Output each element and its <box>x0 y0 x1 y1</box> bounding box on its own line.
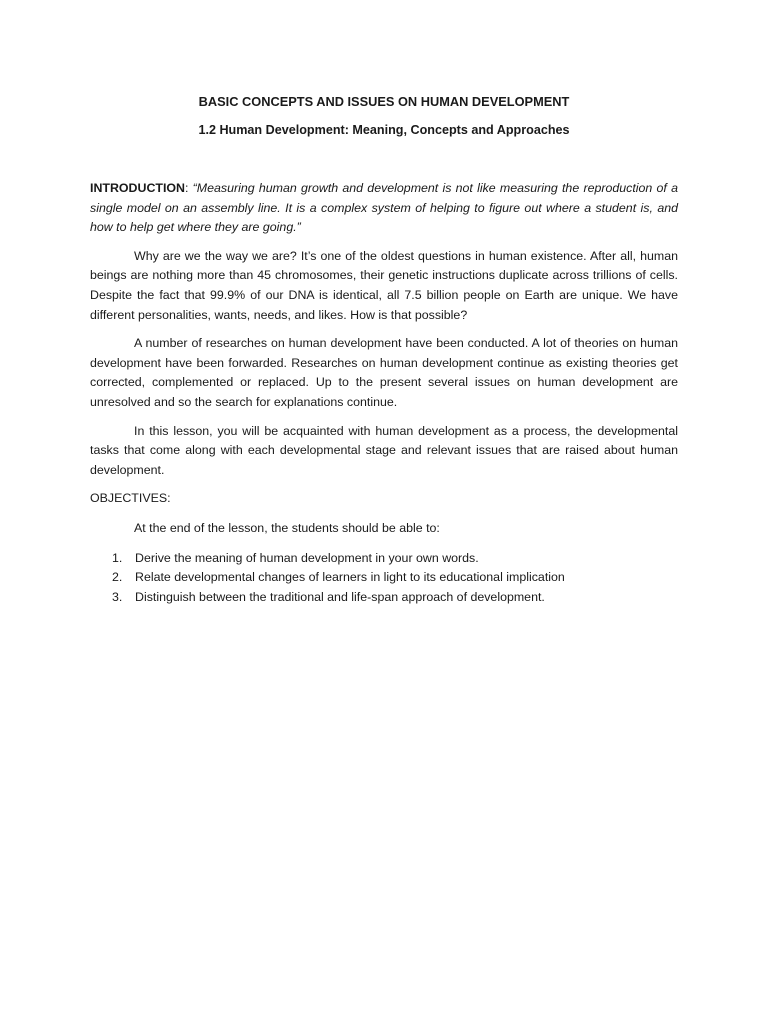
introduction-separator: : <box>185 181 193 195</box>
introduction-paragraph <box>90 179 678 238</box>
objective-text: Relate developmental changes of learners in light to its educational implication <box>135 570 565 585</box>
objective-number: 1. <box>112 550 123 565</box>
objective-number: 3. <box>112 589 123 604</box>
page-title: BASIC CONCEPTS AND ISSUES ON HUMAN DEVELOPMENT <box>198 94 570 109</box>
body-paragraph-2: A number of researches on human development have been conducted. A lot of theories on human development have been forwarded. Researches on human development continue as existing theories get corrected, complemented or replaced. Up to the present several issues on human development are unresolved and so the search for explanations continue. <box>90 336 678 409</box>
objective-text: Derive the meaning of human development in your own words. <box>135 550 479 565</box>
objective-number: 2. <box>112 570 123 585</box>
objective-item <box>90 588 678 608</box>
objective-item <box>90 549 678 569</box>
objective-item <box>90 568 678 588</box>
document-body <box>90 179 678 607</box>
objective-text: Distinguish between the traditional and life-span approach of development. <box>135 589 545 604</box>
body-paragraph-3: In this lesson, you will be acquainted with human development as a process, the developmental tasks that come along with each developmental stage and relevant issues that are raised about human development. <box>90 423 678 477</box>
introduction-quote: “Measuring human growth and development is not like measuring the reproduction of a single model on an assembly line. It is a complex system of helping to figure out where a student is, and how to help get where they are going.” <box>90 181 678 235</box>
introduction-label: INTRODUCTION <box>90 181 185 195</box>
objectives-heading: OBJECTIVES: <box>90 491 171 506</box>
section-subtitle: 1.2 Human Development: Meaning, Concepts and Approaches <box>198 123 570 137</box>
body-paragraph-1: Why are we the way we are? It’s one of the oldest questions in human existence. After all, human beings are nothing more than 45 chromosomes, their genetic instructions duplicate across trillions of cells. Despite the fact that 99.9% of our DNA is identical, all 7.5 billion people on Earth are unique. We have different personalities, wants, needs, and likes. How is that possible? <box>90 248 678 322</box>
objectives-list <box>90 549 678 608</box>
objectives-lead: At the end of the lesson, the students should be able to: <box>134 520 440 535</box>
